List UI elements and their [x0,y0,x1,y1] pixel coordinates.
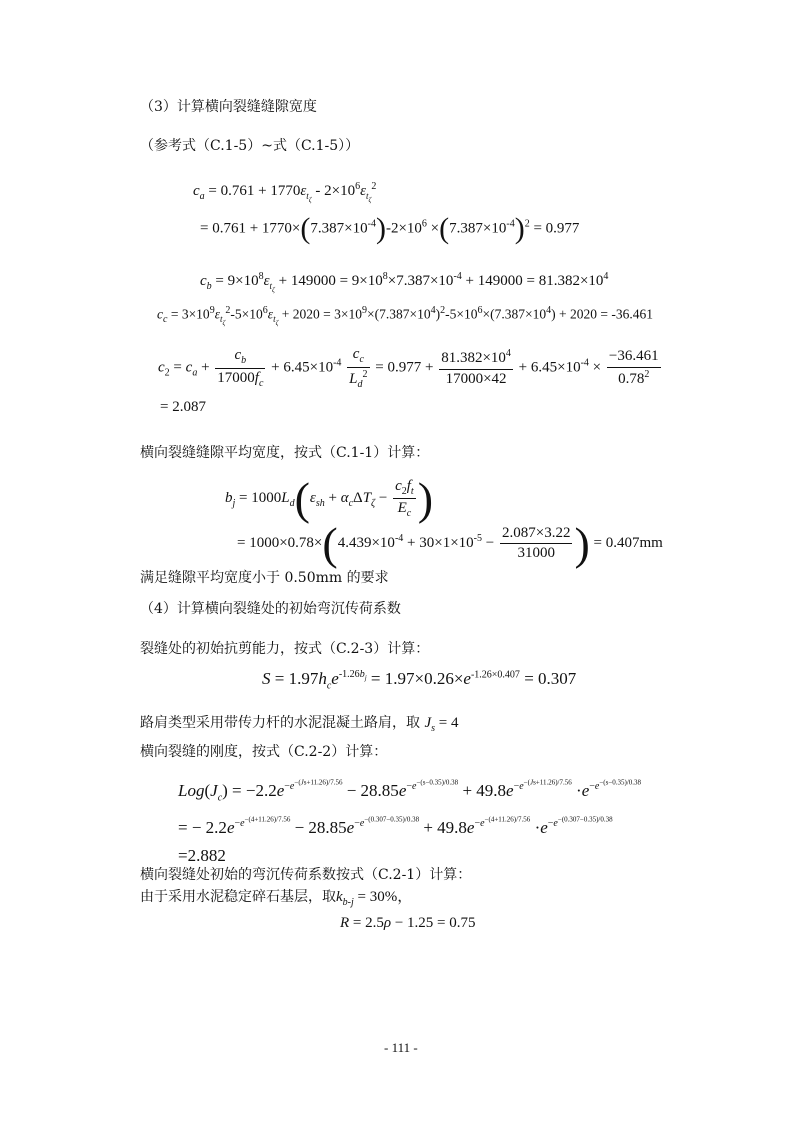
r-value: 0.75 [449,915,476,931]
section-4-heading: （4）计算横向裂缝处的初始弯沉传荷系数 [140,601,401,617]
js-value: 4 [451,715,459,731]
equation-logjc-line2: = − $2.2e^{-e^{-(4+11.26)/7.56}} - 28.85e^{-e^{-(0.307-0.35)/0.38}} + 49.8e^{-e^{-(4+11.26)/7.56}} \cdot e^{-e^{-(0.307-0.35)/0.38}}$ [178,816,613,837]
shear-intro: 裂缝处的初始抗剪能力，按式（C.2-3）计算： [140,641,430,657]
page-number: - 111 - [384,1040,418,1055]
equation-c2: $c_2 = c_a$ + $\frac{c_b}{17000f_c}$ + $6.45\times 10^{-4}$ $\frac{c_c}{L_d^2}$ = 0.977 + $\frac{81.382\times 10^4}{17000\times 42}$ + $6.45\times 10^{-4}$ × $\frac{-36.461}{0.78^2}$ [158,346,659,390]
kbj-value: 30% [369,889,398,905]
equation-c2-result: = 2.087 [160,399,206,415]
equation-cc: $c_c = 3\times 10^9\varepsilon_{t_\zeta}^2-5\times 10^6\varepsilon_{t_\zeta} + 2020 = 3\times 10^9\times(7.387\times 10^4)^2-5\times 10^6\times(7.387\times 10^4) + 2020 = -36.461$ [157,305,653,327]
deflection-intro: 横向裂缝处初始的弯沉传荷系数按式（C.2-1）计算： [140,867,472,883]
section-3-heading: （3）计算横向裂缝缝隙宽度 [140,99,317,115]
section-3-reference: （参考式（C.1-5）~式（C.1-5）） [140,138,360,154]
equation-logjc-result: =2.882 [178,846,226,865]
base-intro-text: 由于采用水泥稳定碎石基层，取 [140,889,336,905]
cc-value: -36.461 [611,306,653,322]
equation-r: R = 2.5ρ − 1.25 = 0.75 [340,915,476,931]
equation-ca-line1: $c_a = 0.761 + 1770\varepsilon_{t_\zeta} - 2\times 10^6\varepsilon_{t_\zeta}^2$ [193,181,377,204]
cb-value: 81.382×10 [538,273,604,289]
equation-bj-line1: $b_j = 1000L_d(\varepsilon_{sh} + \alpha_c\Delta T_\zeta$ − $\frac{c_2f_t}{E_c}$ ) [225,473,434,524]
bj-value: 0.407mm [605,535,663,552]
shoulder-type-line: 路肩类型采用带传力杆的水泥混凝土路肩，取 $J_s = 4$ [140,715,459,734]
c2-value: 2.087 [172,399,206,415]
ca-value: 0.977 [545,220,580,237]
stiffness-intro: 横向裂缝的刚度，按式（C.2-2）计算： [140,744,388,760]
equation-logjc-line1: $Log(J_c) = -2.2e^{-e^{-(Js+11.26)/7.56}} - 28.85e^{-e^{-(s-0.35)/0.38}} + 49.8e^{-e^{-(Js+11.26)/7.56}} \cdot e^{-e^{-(s-0.35)/0.38}}$ [178,779,642,804]
requirement-met: 满足缝隙平均宽度小于 0.50mm 的要求 [140,570,389,586]
s-value: 0.307 [538,669,577,688]
avg-width-intro: 横向裂缝缝隙平均宽度，按式（C.1-1）计算： [140,445,430,461]
equation-s: $S = 1.97h_ce^{-1.26b_j} = 1.97\times 0.26\times e^{-1.26\times 0.407} = 0.307$ [262,669,577,692]
base-intro-line: 由于采用水泥稳定碎石基层，取$k_{b-j} = 30\%$， [140,889,413,908]
shoulder-type-text: 路肩类型采用带传力杆的水泥混凝土路肩，取 [140,715,420,731]
equation-bj-line2: = $1000\times 0.78\times(4.439\times 10^{-4} + 30\times 1\times 10^{-5}$ − $\frac{2.087\times 3.22}{31000}$ ) = 0.407mm [237,518,663,569]
equation-cb: $c_b = 9\times 10^8\varepsilon_{t_\zeta} + 149000 = 9\times 10^8\times 7.387\times 10^{-4} + 149000 = 81.382\times 10^4$ [200,271,609,294]
equation-ca-line2: = $0.761 + 1770\times(7.387\times 10^{-4})-2\times 10^6 \times(7.387\times 10^{-4})^2 = 0.977$ [200,212,580,245]
